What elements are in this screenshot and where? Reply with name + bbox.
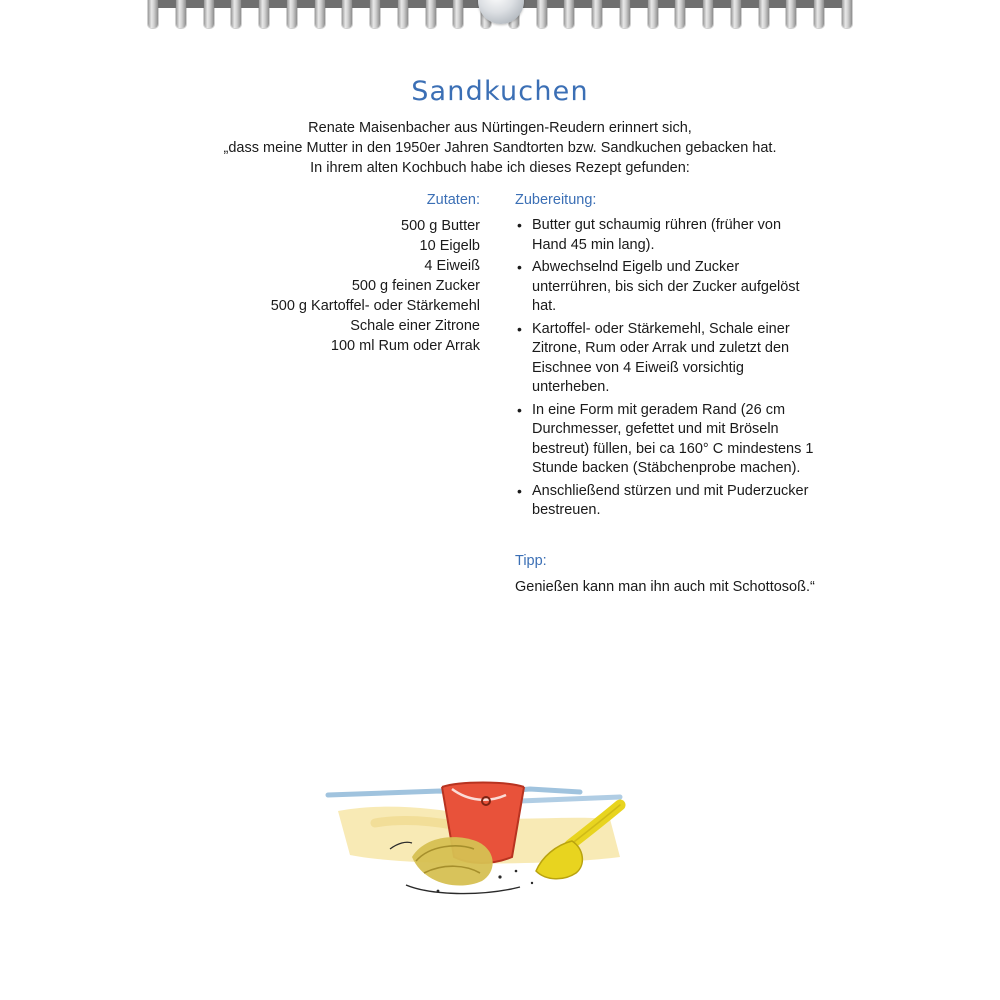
list-item: • Abwechselnd Eigelb und Zucker unterrühren, bis sich der Zucker aufgelöst hat. — [515, 258, 815, 317]
list-item: 500 g Butter — [401, 218, 480, 234]
sand-bucket-shovel-illustration — [320, 745, 650, 905]
list-item: 500 g Kartoffel- oder Stärkemehl — [270, 298, 480, 314]
preparation-heading: Zubereitung: — [515, 192, 597, 208]
intro-line-3: In ihrem alten Kochbuch habe ich dieses Rezept gefunden: — [310, 160, 690, 176]
intro-paragraph — [200, 118, 800, 178]
tip-heading: Tipp: — [515, 552, 547, 569]
ingredients-heading: Zutaten: — [426, 192, 480, 208]
list-item: • In eine Form mit geradem Rand (26 cm Durchmesser, gefettet und mit Bröseln bestreut) füllen, bei ca 160° C mindestens 1 Stunde backen (Stäbchenprobe machen). — [515, 401, 815, 479]
list-item: • Butter gut schaumig rühren (früher von Hand 45 min lang). — [515, 216, 815, 255]
list-item: • Anschließend stürzen und mit Puderzucker bestreuen. — [515, 482, 815, 521]
list-item: 10 Eigelb — [419, 238, 480, 254]
preparation-column — [515, 190, 815, 597]
ingredients-list — [255, 216, 480, 356]
page-title: Sandkuchen — [411, 76, 589, 107]
list-item: • Kartoffel- oder Stärkemehl, Schale einer Zitrone, Rum oder Arrak und zuletzt den Eischnee von 4 Eiweiß vorsichtig unterheben. — [515, 320, 815, 398]
tip-text: Genießen kann man ihn auch mit Schottosoß.“ — [515, 578, 815, 595]
list-item: 100 ml Rum oder Arrak — [330, 338, 480, 354]
list-item: Schale einer Zitrone — [350, 318, 480, 334]
list-item: 500 g feinen Zucker — [351, 278, 480, 294]
ingredients-column — [255, 190, 480, 356]
list-item: 4 Eiweiß — [424, 258, 480, 274]
preparation-list — [515, 216, 815, 521]
tip-block — [515, 551, 815, 597]
intro-line-2: „dass meine Mutter in den 1950er Jahren Sandtorten bzw. Sandkuchen gebacken hat. — [223, 140, 777, 156]
intro-line-1: Renate Maisenbacher aus Nürtingen-Reudern erinnert sich, — [308, 120, 692, 136]
